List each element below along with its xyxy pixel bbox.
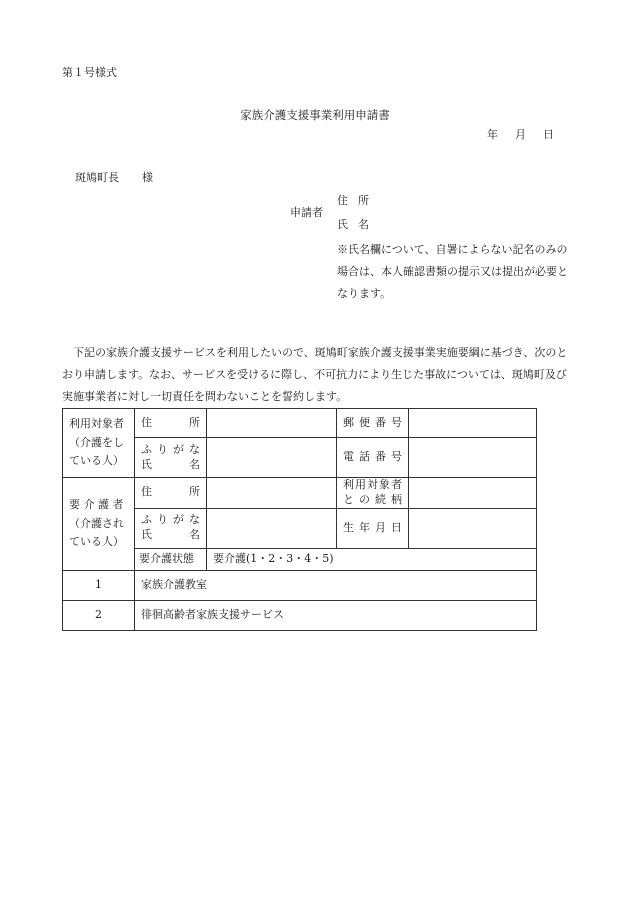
user-label: 利用対象者（介護をしている人） [63, 409, 135, 478]
service-1-name[interactable]: 家族介護教室 [135, 570, 537, 600]
birthdate-label: 生 年 月 日 [337, 508, 409, 548]
care-name-label: 氏 名 [141, 528, 200, 542]
applicant-note: ※氏名欄について、自署によらない記名のみの場合は、本人確認書類の提示又は提出が必要となります。 [337, 243, 568, 300]
care-name-field[interactable] [207, 508, 337, 548]
care-address-field[interactable] [207, 478, 337, 509]
care-furigana-label: ふ り が な [141, 513, 200, 527]
care-label: 要 介 護 者（介護されている人） [63, 478, 135, 571]
care-state-label: 要介護状態 [135, 548, 207, 570]
user-name-label-cell [135, 438, 207, 478]
service-2-name[interactable]: 徘徊高齢者家族支援サービス [135, 600, 537, 630]
addressee [75, 172, 153, 183]
addressee-name: 斑鳩町長 [75, 171, 119, 184]
care-address-label: 住 所 [135, 478, 207, 509]
form-number: 第１号様式 [62, 66, 117, 79]
applicant-label: 申請者 [290, 206, 323, 219]
addressee-honorific: 様 [142, 171, 153, 184]
body-text: 下記の家族介護支援サービスを利用したいので、斑鳩町家族介護支援事業実施要綱に基づき、次のとおり申請します。なお、サービスを受けるに際し、不可抗力により生じた事故については、斑鳩町及び実施事業者に対し一切責任を問わないことを誓約します。 [62, 346, 568, 403]
user-address-field[interactable] [207, 409, 337, 438]
page-title: 家族介護支援事業利用申請書 [240, 108, 390, 122]
postal-label: 郵 便 番 号 [337, 409, 409, 438]
date-day: 日 [543, 128, 554, 141]
user-furigana-label: ふ り が な [141, 442, 200, 456]
phone-label: 電 話 番 号 [337, 438, 409, 478]
relation-field[interactable] [409, 478, 537, 509]
applicant-name-label: 氏名 [337, 218, 379, 231]
relation-label: 利用対象者との続柄 [337, 478, 409, 509]
application-table [62, 408, 537, 631]
phone-field[interactable] [409, 438, 537, 478]
user-name-label: 氏 名 [141, 457, 200, 471]
date-year: 年 [487, 128, 498, 141]
service-2-no: 2 [63, 600, 135, 630]
care-state-value[interactable]: 要介護(1・2・3・4・5) [207, 548, 537, 570]
service-1-no: 1 [63, 570, 135, 600]
care-name-label-cell [135, 508, 207, 548]
user-name-field[interactable] [207, 438, 337, 478]
postal-field[interactable] [409, 409, 537, 438]
date-month: 月 [515, 128, 526, 141]
birthdate-field[interactable] [409, 508, 537, 548]
applicant-address-label: 住所 [337, 194, 379, 207]
user-address-label: 住 所 [135, 409, 207, 438]
date-line [487, 129, 554, 140]
